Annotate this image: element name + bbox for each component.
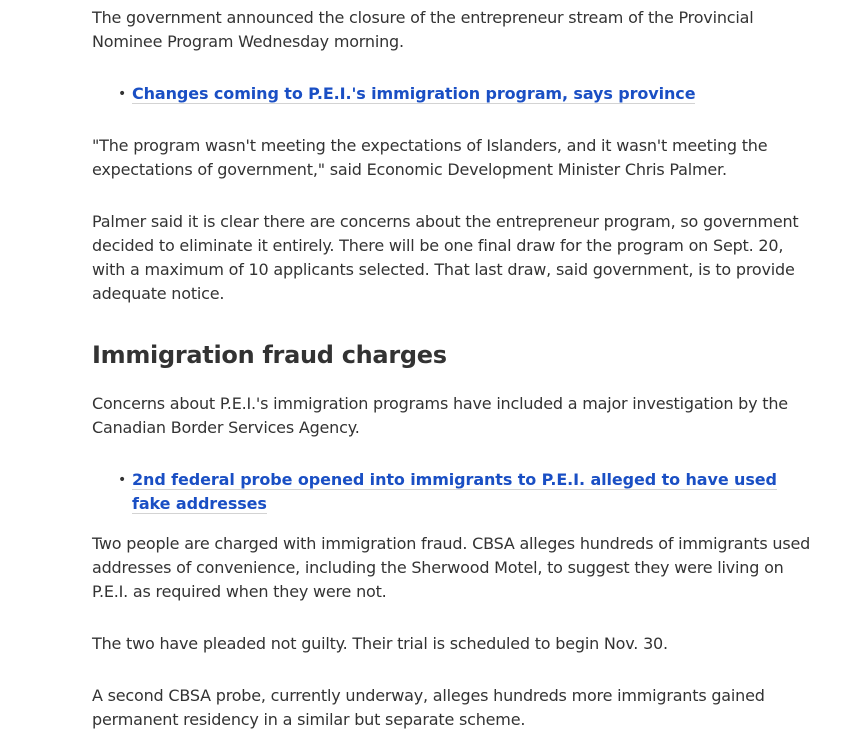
- paragraph-fraud-charges: Two people are charged with immigration fraud. CBSA alleges hundreds of immigrants used addresses of convenience, including the Sherwood Motel, to suggest they were living on P.E.I. as required when they were not.: [92, 534, 811, 601]
- paragraph-palmer-quote: "The program wasn't meeting the expectations of Islanders, and it wasn't meeting the expectations of government," said Economic Development Minister Chris Palmer.: [92, 136, 768, 179]
- bullet-icon: •: [118, 86, 127, 102]
- related-links-list: [92, 82, 812, 106]
- related-link-item: [118, 468, 812, 516]
- section-heading: Immigration fraud charges: [92, 341, 447, 369]
- related-link-changes-program[interactable]: Changes coming to P.E.I.'s immigration program, says province: [132, 84, 696, 103]
- paragraph-cbsa-investigation: Concerns about P.E.I.'s immigration programs have included a major investigation by the Canadian Border Services Agency.: [92, 394, 788, 437]
- paragraph-not-guilty: The two have pleaded not guilty. Their trial is scheduled to begin Nov. 30.: [92, 634, 668, 653]
- related-link-item: [118, 82, 812, 106]
- paragraph-closure: The government announced the closure of the entrepreneur stream of the Provincial Nominee Program Wednesday morning.: [92, 8, 754, 51]
- paragraph-final-draw: Palmer said it is clear there are concerns about the entrepreneur program, so government decided to eliminate it entirely. There will be one final draw for the program on Sept. 20, with a maximum of 10 applicants selected. That last draw, said government, is to provide adequate notice.: [92, 212, 799, 303]
- related-links-list: [92, 468, 812, 516]
- article-body: [92, 6, 812, 732]
- bullet-icon: •: [118, 472, 127, 488]
- related-link-federal-probe[interactable]: 2nd federal probe opened into immigrants to P.E.I. alleged to have used fake addresses: [132, 470, 777, 513]
- paragraph-second-probe: A second CBSA probe, currently underway, alleges hundreds more immigrants gained permanent residency in a similar but separate scheme.: [92, 686, 765, 729]
